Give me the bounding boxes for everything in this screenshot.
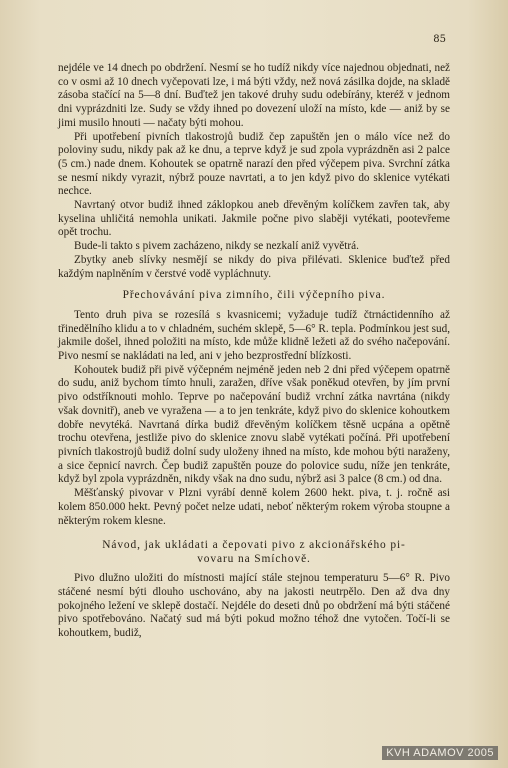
paragraph: Navrtaný otvor budiž ihned záklopkou aneb dřevěným kolíčkem zavřen tak, aby kyselina uhličitá nemohla unikati. Jakmile počne pivo slaběji vytékati, pootevřeme opět trochu. bbox=[58, 199, 450, 239]
page-text bbox=[58, 62, 450, 641]
section-heading-line: vovaru na Smíchově. bbox=[197, 553, 311, 566]
paragraph: Při upotřebení pivních tlakostrojů budiž čep zapuštěn jen o málo více než do poloviny sudu, nikdy pak až ke dnu, a teprve když je sud zpola vyprázdněn asi 2 palce (5 cm.) nade dnem. Kohoutek se opatrně narazí den před výčepem piva. Svrchní zátka se nesmí nikdy vyrazit, nýbrž pouze navrtati, a to jen když pivo do sklenice vytékati nechce. bbox=[58, 130, 450, 198]
watermark: KVH ADAMOV 2005 bbox=[382, 746, 498, 760]
paragraph: Měšťanský pivovar v Plzni vyrábí denně kolem 2600 hekt. piva, t. j. ročně asi kolem 850.000 hekt. Pevný počet nelze udati, neboť některým rokem výroba stoupne a některým rokem klesne. bbox=[58, 487, 450, 527]
paragraph: nejdéle ve 14 dnech po obdržení. Nesmí se ho tudíž nikdy více najednou objednati, než co v osmi až 10 dnech vyčepovati lze, i má býti vždy, než nová zásilka dojde, na skladě zásoba stačící na 5—8 dní. Buďtež jen takové druhy sudu odebírány, kteréž v jednom dni vyprázdniti lze. Sudy se vždy ihned po dovezení uloží na místo, kde — aniž by se jimi musilo hnouti — načaty býti mohou. bbox=[58, 62, 450, 129]
paragraph: Kohoutek budiž při pivě výčepném nejméně jeden neb 2 dni před výčepem opatrně do sudu, aniž bychom tímto hnuli, zaražen, dříve však poněkud otevřen, by jím první pivo odstříknouti mohlo. Teprve po načepování budiž vrchní zátka navrtána (nikdy však dovnitř), aneb ve vyražena — a to jen tenkráte, když pivo do sklenice kohoutkem dobře nevytéká. Navrtaná dírka budiž dřevěným kolíčkem těsně ucpána a opětně trochu otevřena, jestliže pivo do sklenice znovu slabě vytékati počíná. Při upotřebení pivních tlakostrojů budiž dolní sudy uloženy ihned na místo, kde mohou býti naraženy, a sice čepnicí navrch. Čep budiž zapuštěn pouze do polovice sudu, níže jen tenkráte, když byl zpola vyprázdněn, nikdy však na dno sudu, nýbrž asi 3 palce (8 cm.) od dna. bbox=[58, 363, 450, 486]
section-heading: Přechovávání piva zimního, čili výčepního piva. bbox=[122, 289, 386, 302]
paragraph: Zbytky aneb slívky nesmějí se nikdy do piva přilévati. Sklenice buďtež před každým naplněním v čerstvé vodě vypláchnuty. bbox=[58, 253, 450, 280]
paragraph: Tento druh piva se rozesílá s kvasnicemi; vyžaduje tudíž čtrnáctidenního až třinedělního klidu a to v chladném, suchém sklepě, 5—6° R. tepla. Podmínkou jest sud, jakmile došel, ihned položiti na místo, kde může klidně ležeti až do svého načepování. Pivo nesmí se nakládati na led, ani v jeho bezprostřední blízkosti. bbox=[58, 308, 450, 363]
section-heading bbox=[58, 538, 450, 566]
paragraph: Pivo dlužno uložiti do místnosti mající stále stejnou temperaturu 5—6° R. Pivo stáčené nesmí býti dlouho uschováno, aby na jakosti neutrpělo. Den až dva dny pokojného ležení ve sklepě dostačí. Nejdéle do deseti dnů po obdržení má býti stáčené pivo spotřebováno. Načatý sud má býti pokud možno téhož dne vytočen. Točí-li se kohoutkem, budiž, bbox=[58, 572, 450, 640]
page-number: 85 bbox=[433, 34, 446, 45]
section-heading-line: Návod, jak ukládati a čepovati pivo z akcionářského pi- bbox=[102, 539, 406, 552]
paragraph: Bude-li takto s pivem zacházeno, nikdy se nezkalí aniž vyvětrá. bbox=[74, 240, 359, 253]
